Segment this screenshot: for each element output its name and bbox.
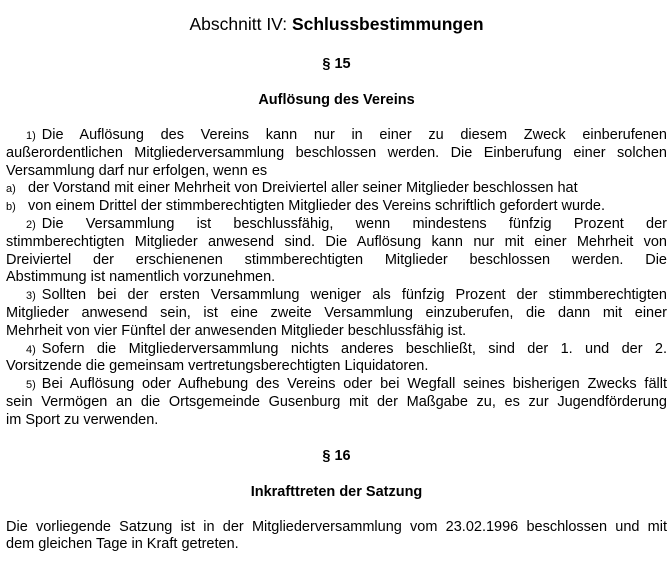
paragraph-15-heading: Auflösung des Vereins [258, 92, 415, 108]
clause-5-text-1: Bei Auflösung oder Aufhebung des Vereins oder bei Wegfall seines bisherigen Zwecks fällt [41, 376, 667, 393]
clause-1-number: 1) [26, 130, 36, 142]
clause-3-line-1 [6, 287, 667, 305]
clause-2-line-1 [6, 216, 667, 234]
paragraph-16-line-1: Die vorliegende Satzung ist in der Mitgliederversammlung vom 23.02.1996 beschlossen und mit [6, 518, 667, 535]
clause-1-text-1: Die Auflösung des Vereins kann nur in einer zu diesem Zweck einberufenen [41, 127, 667, 143]
item-b-label: b) [6, 201, 16, 214]
clause-2-line-4: Abstimmung ist namentlich vorzunehmen. [6, 269, 276, 286]
item-a-text: der Vorstand mit einer Mehrheit von Dreiviertel aller seiner Mitglieder beschlossen hat [28, 180, 578, 197]
clause-3-number: 3) [26, 290, 36, 303]
clause-3-line-3: Mehrheit von vier Fünftel der anwesenden Mitglieder beschlussfähig ist. [6, 322, 467, 339]
paragraph-15-number: § 15 [322, 56, 351, 72]
clause-4-number: 4) [26, 343, 36, 356]
paragraph-16-heading: Inkrafttreten der Satzung [250, 483, 423, 500]
clause-2-line-2: stimmberechtigten Mitglieder anwesend sind. Die Auflösung kann nur mit einer Mehrheit von [6, 233, 667, 250]
paragraph-15-body [6, 127, 667, 430]
clause-5-number: 5) [26, 379, 36, 392]
clause-1-line-3: Versammlung darf nur erfolgen, wenn es [6, 162, 268, 179]
clause-2-text-1: Die Versammlung ist beschlussfähig, wenn mindestens fünfzig Prozent der [41, 215, 667, 232]
clause-5-line-1 [6, 376, 667, 394]
clause-3-text-1: Sollten bei der ersten Versammlung weniger als fünfzig Prozent der stimmberechtigten [41, 287, 667, 304]
clause-2-line-3: Dreiviertel der erschienenen stimmberechtigten Mitglieder beschlossen werden. Die [6, 251, 667, 268]
paragraph-16-number: § 16 [322, 447, 351, 464]
clause-3-line-2: Mitglieder anwesend sein, ist eine zweite Versammlung einzuberufen, die dann mit einer [6, 304, 667, 321]
clause-4-line-1 [6, 341, 667, 359]
clause-4-line-2: Vorsitzende die gemeinsam vertretungsberechtigten Liquidatoren. [6, 358, 429, 375]
paragraph-16-line-2: dem gleichen Tage in Kraft getreten. [6, 536, 239, 553]
clause-2-number: 2) [26, 218, 36, 231]
paragraph-16-body [6, 519, 667, 555]
clause-5-line-3: im Sport zu verwenden. [6, 411, 159, 428]
section-prefix: Abschnitt IV: [189, 14, 292, 34]
clause-1-line-1 [6, 127, 667, 145]
clause-5-line-2: sein Vermögen an die Ortsgemeinde Gusenburg mit der Maßgabe zu, es zur Jugendförderung [6, 393, 667, 410]
document-page [6, 0, 667, 554]
clause-1-line-2: außerordentlichen Mitgliederversammlung beschlossen werden. Die Einberufung einer solchen [6, 144, 667, 161]
item-a-label: a) [6, 183, 16, 196]
item-b-text: von einem Drittel der stimmberechtigten Mitglieder des Vereins schriftlich gefordert wurde. [28, 198, 606, 215]
section-title-text: Schlussbestimmungen [291, 14, 484, 34]
clause-1-item-a [6, 180, 667, 198]
section-title [6, 12, 667, 36]
clause-4-text-1: Sofern die Mitgliederversammlung nichts anderes beschließt, sind der 1. und der 2. [41, 340, 667, 357]
clause-1-item-b [6, 198, 667, 216]
